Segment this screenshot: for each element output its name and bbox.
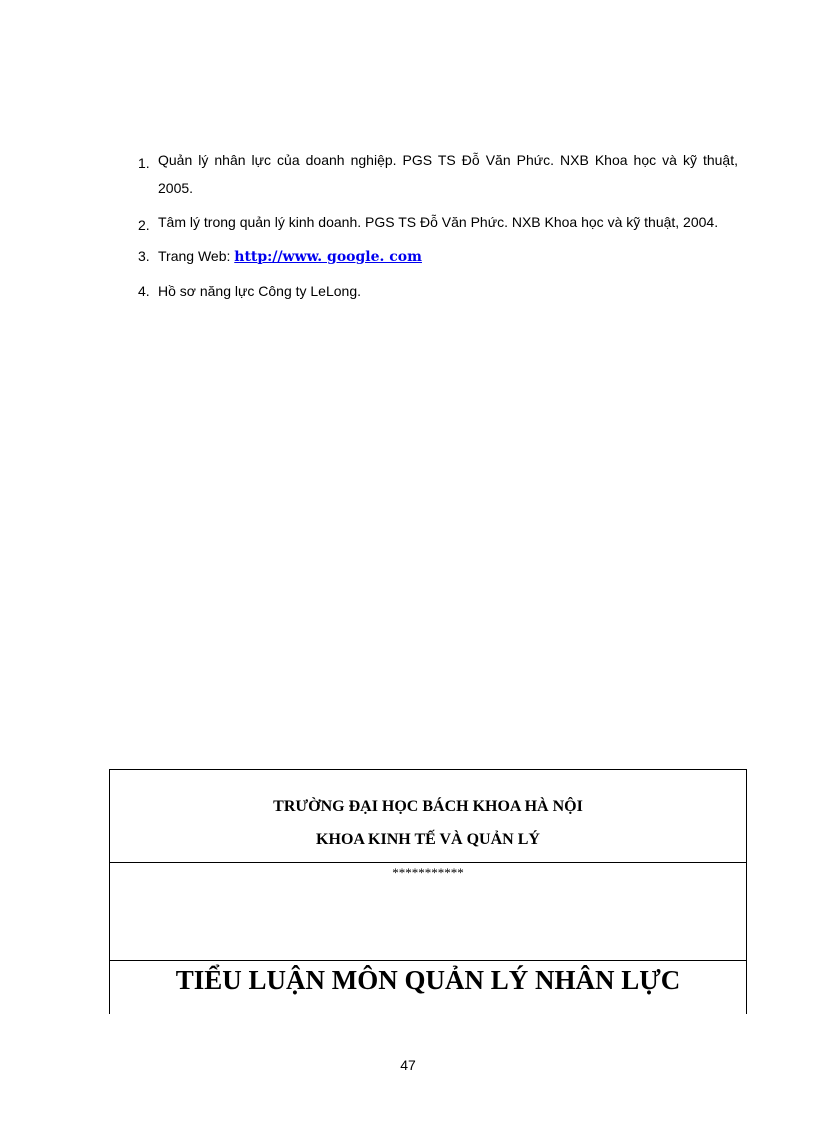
reference-number: 3.	[138, 248, 150, 264]
page-number: 47	[400, 1057, 416, 1073]
university-name: TRƯỜNG ĐẠI HỌC BÁCH KHOA HÀ NỘI	[273, 798, 583, 815]
reference-list	[138, 146, 738, 311]
cover-middle-section	[110, 863, 746, 961]
star-separator: ***********	[392, 865, 464, 880]
reference-item-3	[138, 242, 738, 271]
essay-title: TIỂU LUẬN MÔN QUẢN LÝ NHÂN LỰC	[175, 965, 681, 995]
reference-link[interactable]: http://www. google. com	[234, 249, 422, 265]
reference-number: 2.	[138, 217, 150, 233]
reference-prefix: Trang Web:	[158, 248, 235, 264]
reference-text: Tâm lý trong quản lý kinh doanh. PGS TS Đỗ Văn Phức. NXB Khoa học và kỹ thuật, 2004.	[158, 214, 719, 230]
faculty-name: KHOA KINH TẾ VÀ QUẢN LÝ	[316, 831, 540, 848]
reference-text: Hồ sơ năng lực Công ty LeLong.	[158, 283, 362, 299]
reference-text: Quản lý nhân lực của doanh nghiệp. PGS TS Đỗ Văn Phức. NXB Khoa học và kỹ thuật, 2005.	[158, 152, 738, 196]
reference-item-4	[138, 277, 738, 305]
reference-item-1	[138, 146, 738, 202]
cover-page-box	[109, 769, 747, 1014]
cover-header	[110, 770, 746, 863]
reference-number: 4.	[138, 283, 150, 299]
reference-item-2	[138, 208, 738, 236]
reference-number: 1.	[138, 155, 150, 171]
